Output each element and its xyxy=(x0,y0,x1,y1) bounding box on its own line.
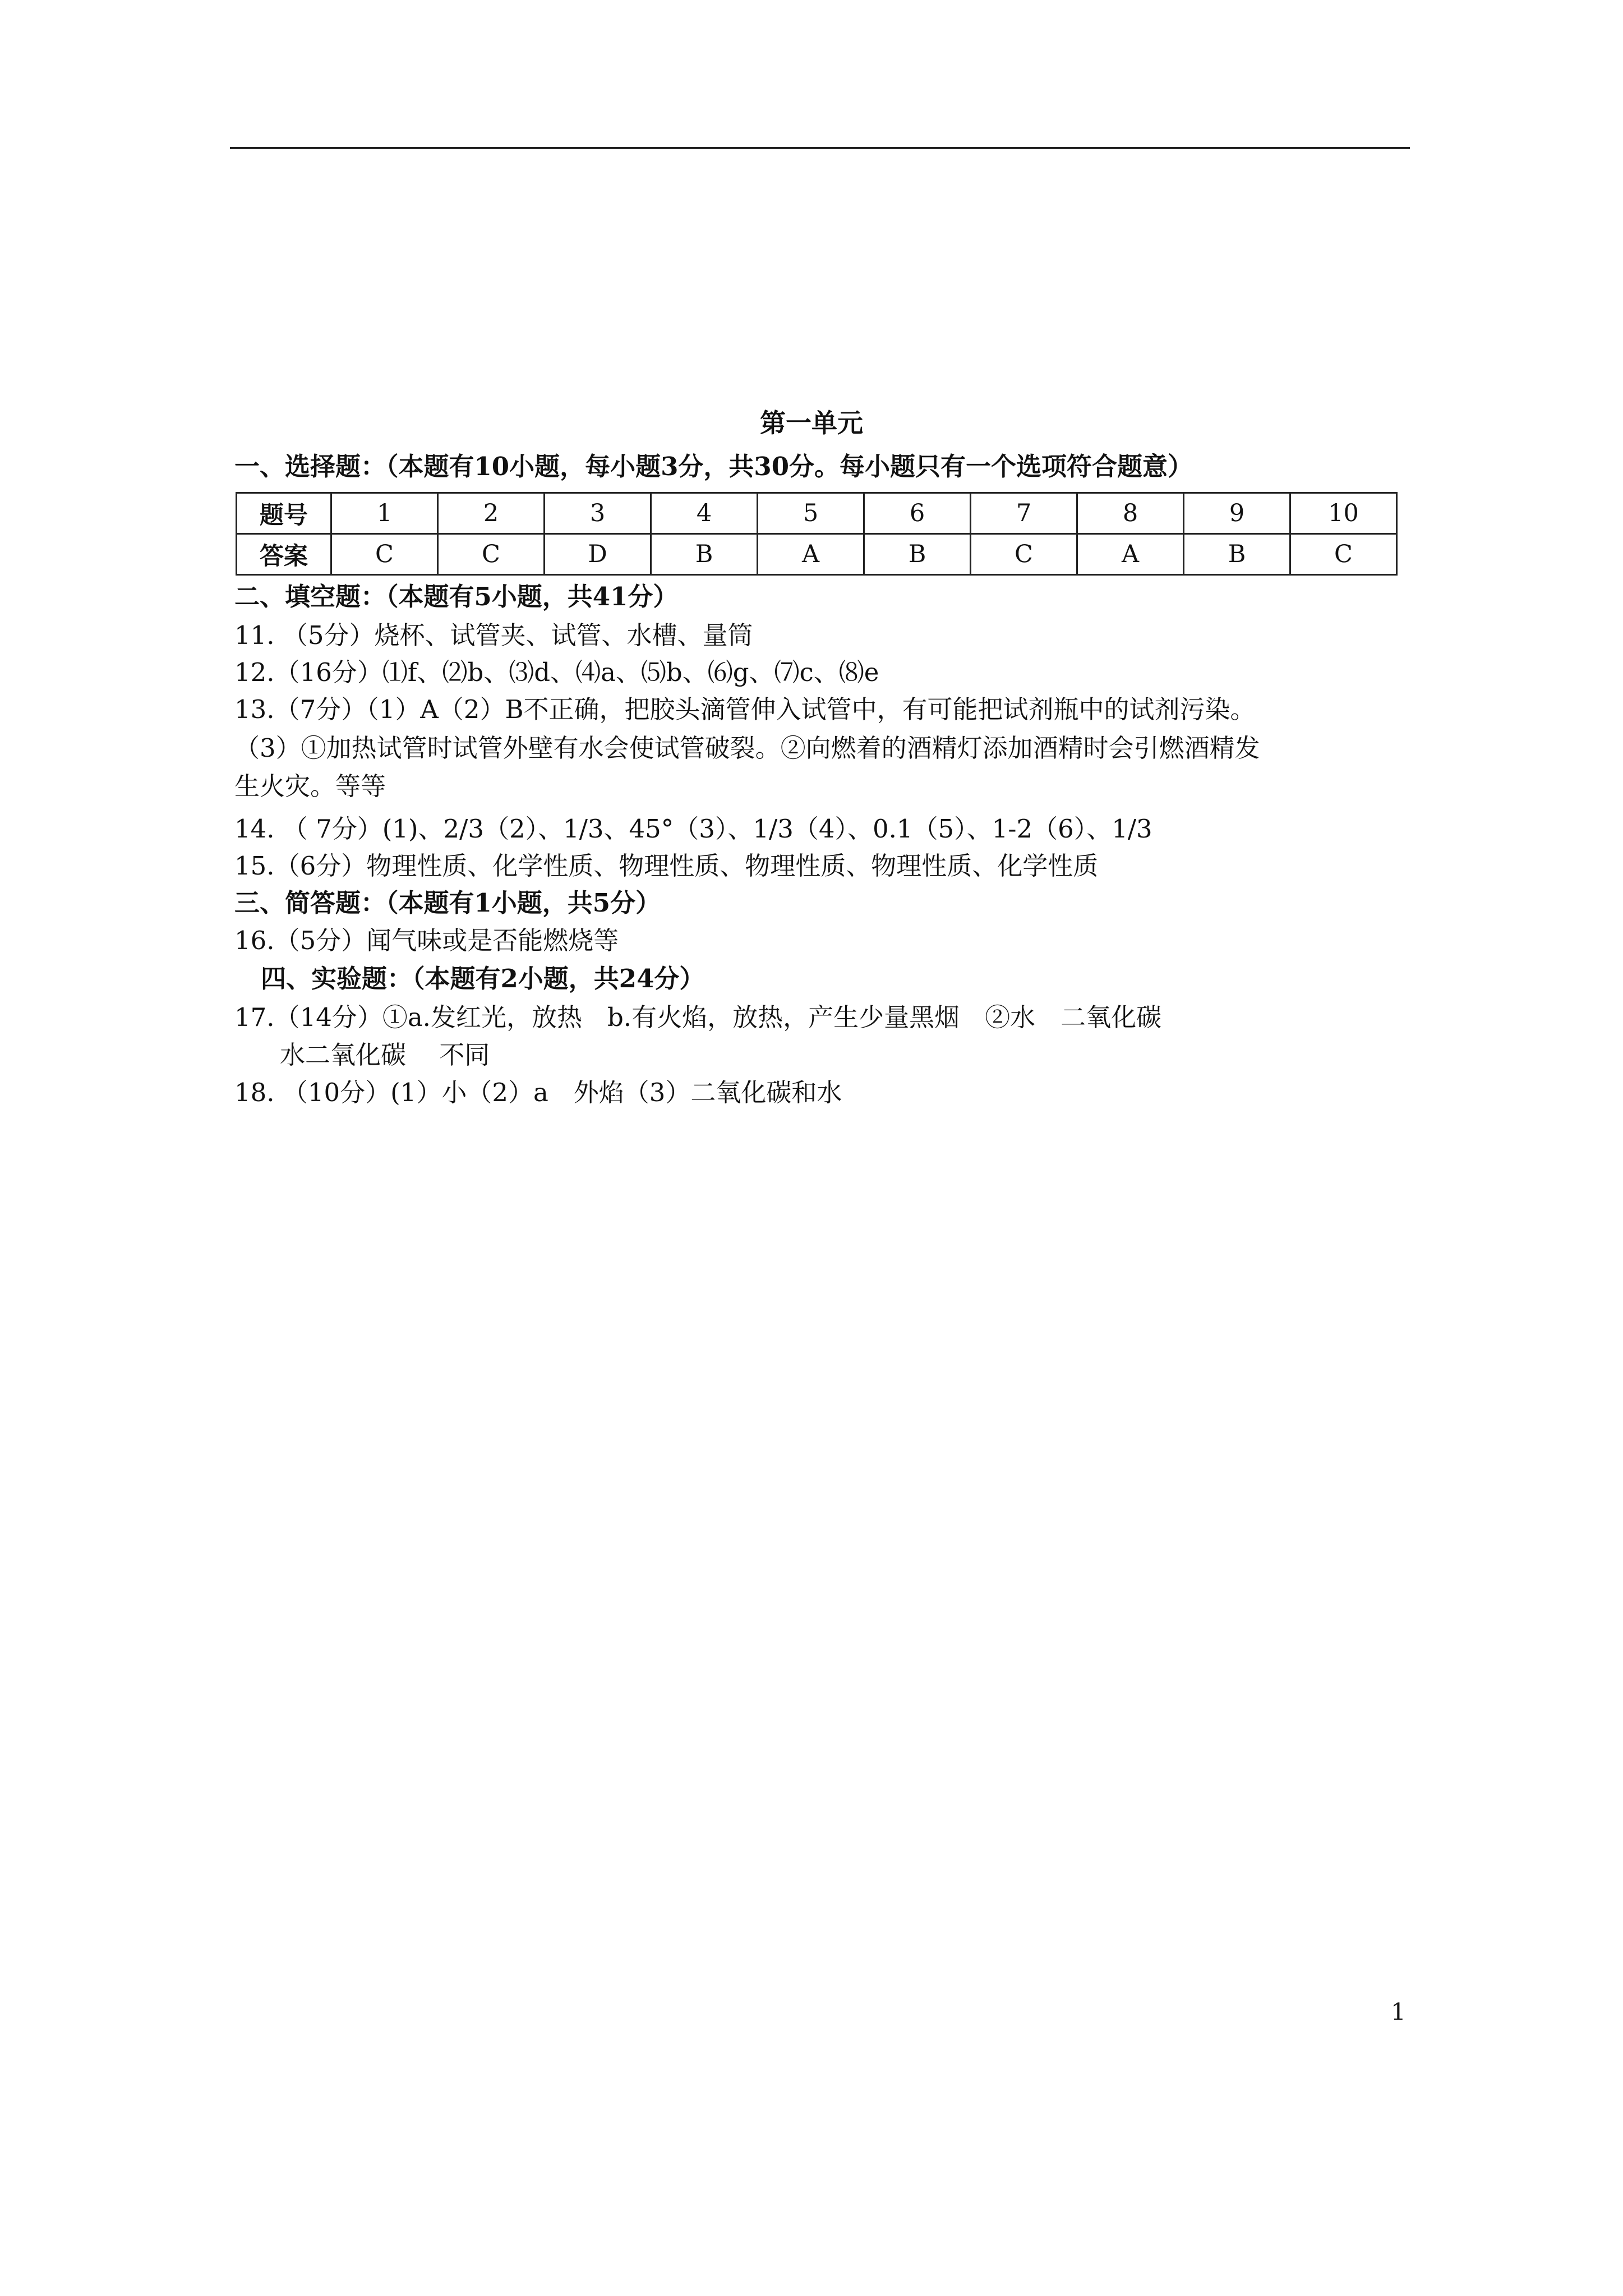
header-rule xyxy=(230,147,1410,149)
answer-line-q11: 11. （5分）烧杯、试管夹、试管、水槽、量筒 xyxy=(234,620,753,650)
table-cell-answer: A xyxy=(1077,534,1184,575)
table-cell-number: 2 xyxy=(438,493,545,534)
answer-line-q17: 17.（14分）①a.发红光，放热 b.有火焰，放热，产生少量黑烟 ②水 二氧化碳 xyxy=(234,1002,1162,1032)
page-number: 1 xyxy=(1391,1998,1406,2026)
table-cell-answer: B xyxy=(1184,534,1290,575)
answer-line-q13: 13.（7分）（1）A（2）B不正确，把胶头滴管伸入试管中，有可能把试剂瓶中的试剂污染。 xyxy=(234,694,1256,724)
table-cell-answer: C xyxy=(971,534,1077,575)
table-cell-number: 8 xyxy=(1077,493,1184,534)
answer-line-q13-end: 生火灾。等等 xyxy=(234,771,386,801)
section2-heading: 二、填空题：（本题有5小题，共41分） xyxy=(234,582,679,611)
table-cell-answer: C xyxy=(438,534,545,575)
table-cell-answer: C xyxy=(331,534,438,575)
table-cell-answer: C xyxy=(1290,534,1397,575)
table-cell-answer: B xyxy=(864,534,971,575)
row-label-number: 题号 xyxy=(237,493,331,534)
page-title: 第一单元 xyxy=(760,408,863,438)
answer-line-q13-cont: （3）①加热试管时试管外壁有水会使试管破裂。②向燃着的酒精灯添加酒精时会引燃酒精发 xyxy=(234,733,1260,763)
table-cell-number: 10 xyxy=(1290,493,1397,534)
section1-heading: 一、选择题：（本题有10小题，每小题3分，共30分。每小题只有一个选项符合题意） xyxy=(234,452,1193,481)
section4-heading: 四、实验题：（本题有2小题，共24分） xyxy=(261,964,705,993)
table-cell-answer: B xyxy=(651,534,758,575)
table-cell-number: 3 xyxy=(545,493,651,534)
row-label-answer: 答案 xyxy=(237,534,331,575)
answer-line-q14: 14. （ 7分）(1)、2/3（2）、1/3、45°（3）、1/3（4）、0.1（5）、1-2（6）、1/3 xyxy=(234,814,1152,844)
table-cell-number: 6 xyxy=(864,493,971,534)
table-cell-number: 9 xyxy=(1184,493,1290,534)
section3-heading: 三、简答题：（本题有1小题，共5分） xyxy=(234,888,661,918)
answer-line-q18: 18. （10分）(1）小（2）a 外焰（3）二氧化碳和水 xyxy=(234,1078,842,1107)
answer-line-q15: 15.（6分）物理性质、化学性质、物理性质、物理性质、物理性质、化学性质 xyxy=(234,851,1099,881)
table-cell-number: 1 xyxy=(331,493,438,534)
answer-line-q12: 12.（16分）⑴f、⑵b、⑶d、⑷a、⑸b、⑹g、⑺c、⑻e xyxy=(234,657,879,687)
table-row-answers xyxy=(237,534,1397,575)
answer-table xyxy=(236,492,1398,576)
table-row-numbers xyxy=(237,493,1397,534)
answer-line-q17-cont: 水二氧化碳 不同 xyxy=(280,1040,490,1070)
table-cell-answer: A xyxy=(758,534,864,575)
table-cell-answer: D xyxy=(545,534,651,575)
table-cell-number: 7 xyxy=(971,493,1077,534)
answer-line-q16: 16.（5分）闻气味或是否能燃烧等 xyxy=(234,926,619,955)
table-cell-number: 4 xyxy=(651,493,758,534)
table-cell-number: 5 xyxy=(758,493,864,534)
